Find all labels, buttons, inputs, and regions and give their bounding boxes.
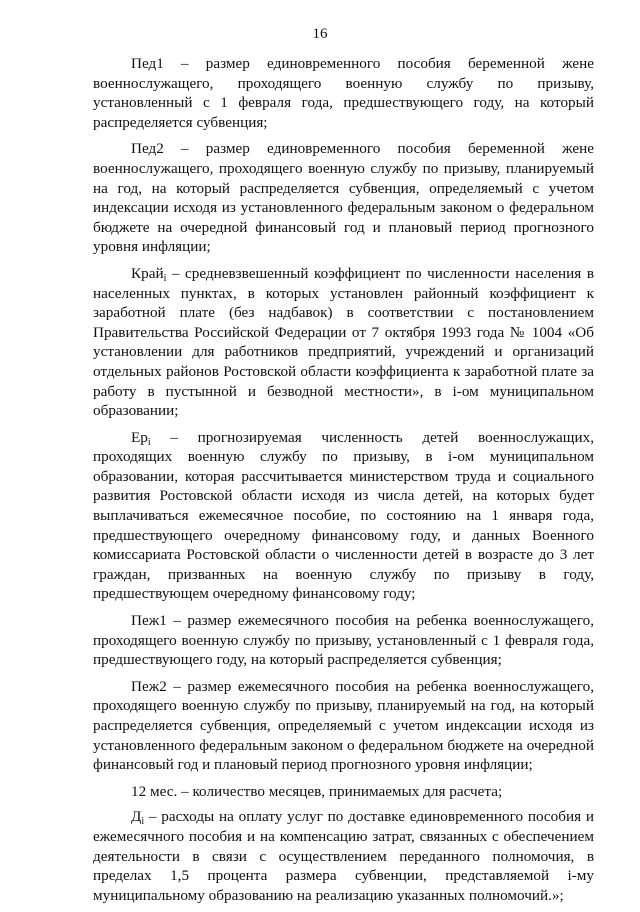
- term: 12 мес.: [131, 782, 178, 800]
- term-subscript: i: [163, 272, 167, 284]
- definition-paragraph-d: [93, 807, 594, 905]
- definition-text: – размер единовременного пособия беременной жене военнослужащего, проходящего военную службу по призыву, планируемый на год, на который распределяется субвенция, определяемый с учетом индексации исходя из установленного федеральным законом о федеральном бюджете на очередной финансовый год и плановый период прогнозного уровня инфляции;: [93, 140, 594, 256]
- definition-text: – прогнозируемая численность детей военнослужащих, проходящих военную службу по призыву, в i-ом муниципальном образовании, которая рассчитывается министерством труда и социального развития Ростовской области исходя из числа детей, на которых будет выплачиваться ежемесячное пособие, по состоянию на 1 января года, предшествующего очередному финансовому году, и данных Военного комиссариата Ростовской области о численности детей в возрасте до 3 лет граждан, призванных на военную службу по призыву в году, предшествующем очередному финансовому году;: [93, 428, 594, 603]
- term: Край: [131, 264, 164, 282]
- term: Пеж2: [131, 677, 167, 695]
- definition-text: – расходы на оплату услуг по доставке единовременного пособия и ежемесячного пособия и на компенсацию затрат, связанных с обеспечением деятельности в связи с осуществлением переданного полномочия, в пределах 1,5 процента размера субвенции, представляемой i-му муниципальному образованию на реализацию указанных полномочий.»;: [93, 808, 594, 904]
- term: Пеж1: [131, 612, 167, 630]
- definition-text: – размер ежемесячного пособия на ребенка военнослужащего, проходящего военную службу по призыву, установленный с 1 февраля года, предшествующего году, на который распределяется субвенция;: [93, 612, 594, 669]
- term-subscript: i: [147, 436, 151, 448]
- term: Пед1: [131, 55, 164, 72]
- document-body: [93, 54, 594, 912]
- definition-paragraph-er: [93, 428, 594, 604]
- term: Д: [131, 808, 142, 826]
- definition-paragraph-pezh1: [93, 611, 594, 670]
- definition-text: – размер единовременного пособия беременной жене военнослужащего, проходящего военную службу по призыву, установленный с 1 февраля года, предшествующего году, на который распределяется субвенция;: [93, 55, 594, 131]
- definition-paragraph-krai: [93, 264, 594, 421]
- term: Пед2: [131, 140, 164, 158]
- definition-text: – количество месяцев, принимаемых для расчета;: [177, 782, 503, 800]
- definition-text: – средневзвешенный коэффициент по численности населения в населенных пунктах, в которых установлен районный коэффициент к заработной плате (без надбавок) в соответствии с постановлением Правительства Российской Федерации от 7 октября 1993 года № 1004 «Об установлении для работников предприятий, учреждений и организаций отдельных районов Ростовской области коэффициента к заработной плате за работу в пустынной и безводной местности», в i-ом муниципальном образовании;: [93, 264, 594, 420]
- definition-paragraph-months: [93, 782, 594, 802]
- definition-paragraph-ped2: [93, 139, 594, 257]
- page-number: 16: [312, 26, 328, 42]
- definition-paragraph-ped1: [93, 54, 594, 132]
- term: Ер: [131, 428, 148, 446]
- definition-text: – размер ежемесячного пособия на ребенка военнослужащего, проходящего военную службу по призыву, планируемый на год, на который распределяется субвенция, определяемый с учетом индексации исходя из установленного федеральным законом о федеральном бюджете на очередной финансовый год и плановый период прогнозного уровня инфляции;: [93, 677, 594, 774]
- term-subscript: i: [141, 816, 145, 828]
- definition-paragraph-pezh2: [93, 677, 594, 775]
